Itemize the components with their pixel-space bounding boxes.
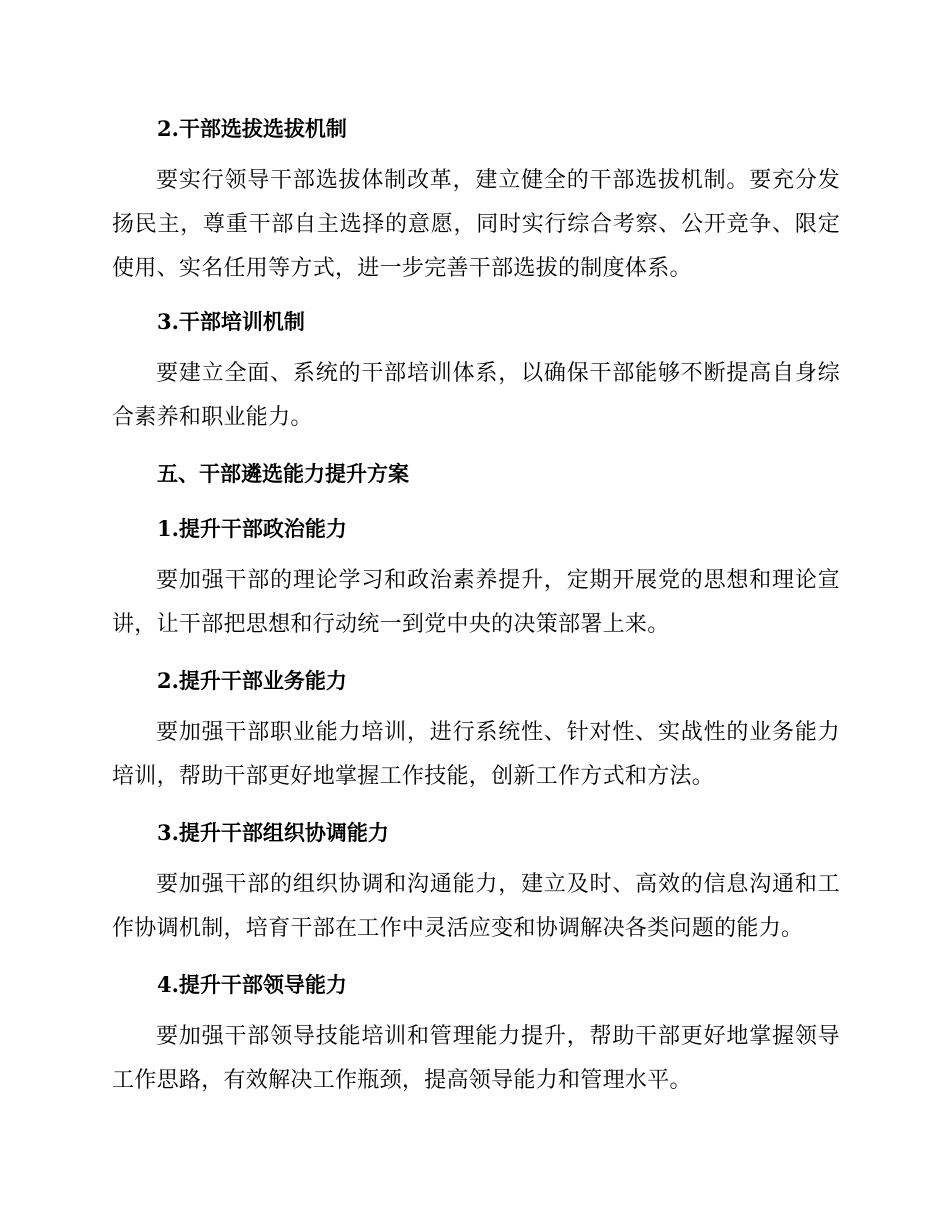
section-heading-cadre-selection-mechanism: 2.干部选拔选拔机制	[157, 116, 347, 141]
section-heading-leadership-ability: 4.提升干部领导能力	[157, 972, 347, 997]
paragraph-cadre-selection: 要实行领导干部选拔体制改革，建立健全的干部选拔机制。要充分发扬民主，尊重干部自主选择的意愿，同时实行综合考察、公开竞争、限定使用、实名任用等方式，进一步完善干部选拔的制度体系。	[112, 168, 840, 281]
paragraph-coordination-ability: 要加强干部的组织协调和沟通能力，建立及时、高效的信息沟通和工作协调机制，培育干部在工作中灵活应变和协调解决各类问题的能力。	[112, 872, 840, 941]
paragraph-leadership-ability: 要加强干部领导技能培训和管理能力提升，帮助干部更好地掌握领导工作思路，有效解决工作瓶颈，提高领导能力和管理水平。	[112, 1024, 840, 1093]
chapter-heading-capacity-improvement-plan: 五、干部遴选能力提升方案	[157, 461, 409, 486]
section-heading-cadre-training-mechanism: 3.干部培训机制	[157, 309, 305, 334]
section-heading-political-ability: 1.提升干部政治能力	[157, 516, 347, 541]
section-heading-coordination-ability: 3.提升干部组织协调能力	[157, 820, 389, 845]
paragraph-political-ability: 要加强干部的理论学习和政治素养提升，定期开展党的思想和理论宣讲，让干部把思想和行动统一到党中央的决策部署上来。	[112, 568, 840, 637]
paragraph-cadre-training: 要建立全面、系统的干部培训体系，以确保干部能够不断提高自身综合素养和职业能力。	[112, 361, 840, 430]
paragraph-business-ability: 要加强干部职业能力培训，进行系统性、针对性、实战性的业务能力培训，帮助干部更好地掌握工作技能，创新工作方式和方法。	[112, 720, 840, 789]
section-heading-business-ability: 2.提升干部业务能力	[157, 668, 347, 693]
